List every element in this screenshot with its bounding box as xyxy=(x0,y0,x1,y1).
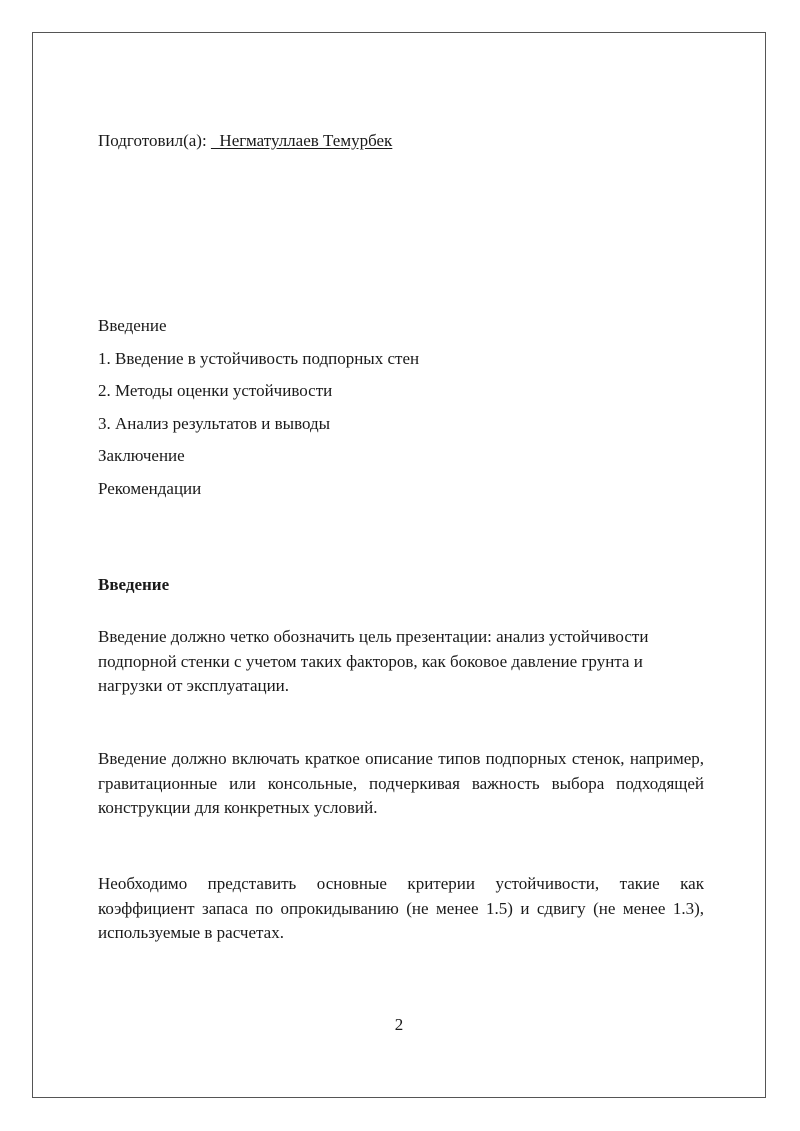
toc-item: Заключение xyxy=(98,446,185,466)
section-heading: Введение xyxy=(98,575,170,594)
prepared-by-label: Подготовил(а): xyxy=(98,131,207,150)
author-name: Негматуллаев Темурбек xyxy=(210,131,393,150)
table-of-contents xyxy=(98,315,419,511)
prepared-by-line xyxy=(98,130,392,152)
toc-item: 2. Методы оценки устойчивости xyxy=(98,381,333,401)
toc-item: Введение xyxy=(98,316,167,335)
page-number: 2 xyxy=(394,1015,404,1034)
document-page xyxy=(32,32,766,1098)
paragraph: Введение должно включать краткое описание типов подпорных стенок, например, гравитационные или консольные, подчеркивая важность выбора подходящей конструкции для конкретных условий. xyxy=(98,749,704,817)
toc-item: 3. Анализ результатов и выводы xyxy=(98,413,331,433)
paragraph: Введение должно четко обозначить цель презентации: анализ устойчивости подпорной стенки с учетом таких факторов, как боковое давление грунта и нагрузки от эксплуатации. xyxy=(98,627,649,695)
toc-item: 1. Введение в устойчивость подпорных стен xyxy=(98,348,420,368)
paragraph: Необходимо представить основные критерии устойчивости, такие как коэффициент запаса по опрокидыванию (не менее 1.5) и сдвигу (не менее 1.3), используемые в расчетах. xyxy=(98,874,704,942)
toc-item: Рекомендации xyxy=(98,478,202,498)
